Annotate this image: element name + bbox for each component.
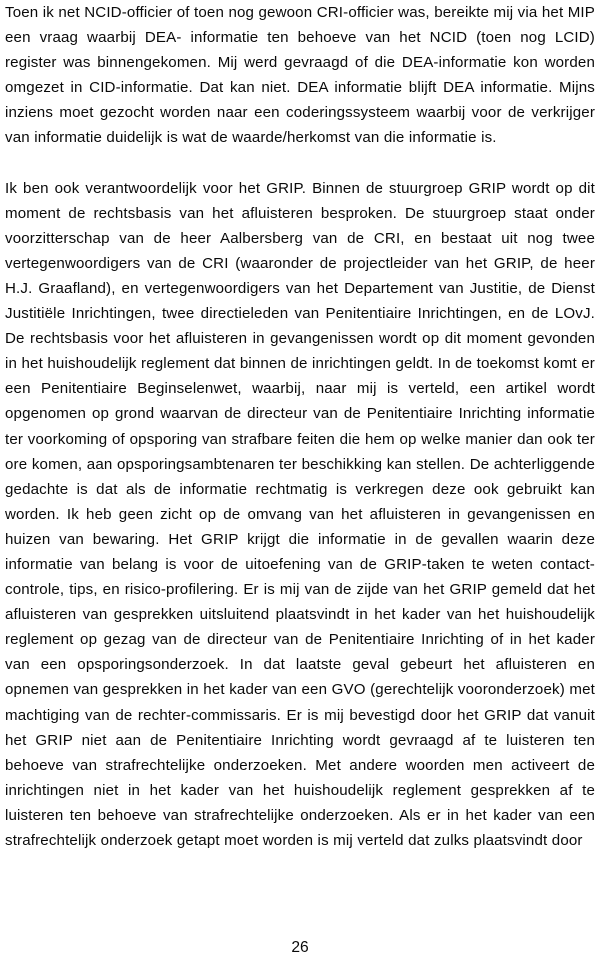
paragraph-grip-stuurgroep: Ik ben ook verantwoordelijk voor het GRIP. Binnen de stuurgroep GRIP wordt op dit moment de rechtsbasis van het afluisteren besproken. De stuurgroep staat onder voorzitterschap van de heer Aalbersberg van de CRI, en bestaat uit nog twee vertegenwoordigers van de CRI (waaronder de projectleider van het GRIP, de heer H.J. Graafland), en vertegenwoordigers van het Departement van Justitie, de Dienst Justitiële Inrichtingen, twee directieleden van Penitentiaire Inrichtingen, en de LOvJ. De rechtsbasis voor het afluisteren in gevangenissen wordt op dit moment gevonden in het huishoudelijk reglement dat binnen de inrichtingen geldt. In de toekomst komt er een Penitentiaire Beginselenwet, waarbij, naar mij is verteld, een artikel wordt opgenomen op grond waarvan de directeur van de Penitentiaire Inrichting informatie ter voorkoming of opsporing van strafbare feiten die hem op welke manier dan ook ter ore komen, aan opsporingsambtenaren ter beschikking kan stellen. De achterliggende gedachte is dat als de informatie rechtmatig is verkregen deze ook gebruikt kan worden. Ik heb geen zicht op de omvang van het afluisteren in gevangenissen en huizen van bewaring. Het GRIP krijgt die informatie in de gevallen waarin deze informatie van belang is voor de uitoefening van de GRIP-taken te weten contact-controle, tips, en risico-profilering. Er is mij van de zijde van het GRIP gemeld dat het afluisteren van gesprekken uitsluitend plaatsvindt in het kader van het huishoudelijk reglement op gezag van de directeur van de Penitentiaire Inrichting of in het kader van een opsporingsonderzoek. In dat laatste geval gebeurt het afluisteren en opnemen van gesprekken in het kader van een GVO (gerechtelijk vooronderzoek) met machtiging van de rechter-commissaris. Er is mij bevestigd door het GRIP dat vanuit het GRIP niet aan de Penitentiaire Inrichting wordt gevraagd af te luisteren ten behoeve van strafrechtelijke onderzoeken. Met andere woorden men activeert de inrichtingen niet in het kader van het huishoudelijk reglement gesprekken af te luisteren ten behoeve van strafrechtelijke onderzoeken. Als er in het kader van een strafrechtelijk onderzoek getapt moet worden is mij verteld dat zulks plaatsvindt door (5, 179, 595, 849)
page-number: 26 (291, 939, 309, 956)
paragraph-spacer (5, 151, 595, 176)
document-text-column (5, 0, 595, 853)
paragraph-ncid-dea: Toen ik net NCID-officier of toen nog gewoon CRI-officier was, bereikte mij via het MIP een vraag waarbij DEA- informatie ten behoeve van het NCID (toen nog LCID) register was binnengekomen. Mij werd gevraagd of die DEA-informatie kon worden omgezet in CID-informatie. Dat kan niet. DEA informatie blijft DEA informatie. Mijns inziens moet gezocht worden naar een coderingssysteem waarbij voor de verkrijger van informatie duidelijk is wat de waarde/herkomst van die informatie is. (5, 4, 595, 147)
